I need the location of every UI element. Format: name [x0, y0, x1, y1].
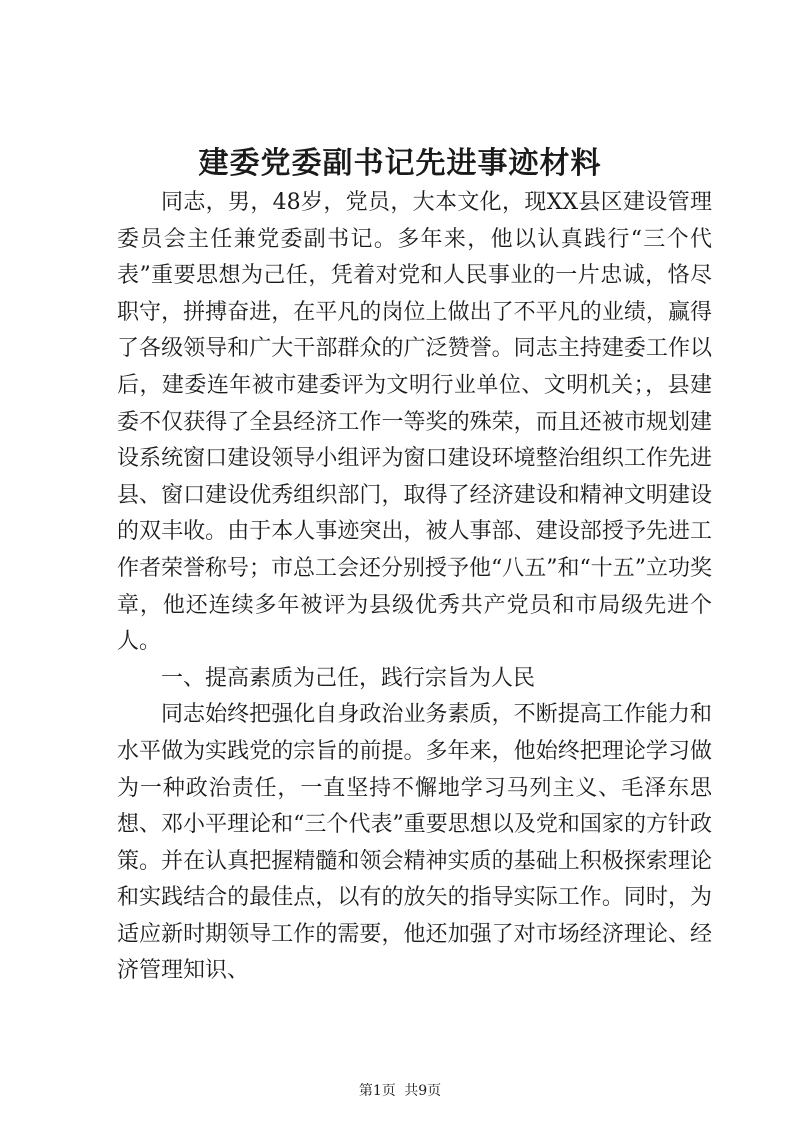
section-heading: 一、提高素质为己任，践行宗旨为人民 — [161, 665, 536, 691]
page-number: 第1页 — [358, 1083, 396, 1099]
page-footer — [0, 1080, 800, 1100]
section-paragraph: 同志始终把强化自身政治业务素质，不断提高工作能力和水平做为实践党的宗旨的前提。多年来，他始终把理论学习做为一种政治责任，一直坚持不懈地学习马列主义、毛泽东思想、邓小平理论和“三个代表”重要思想以及党和国家的方针政策。并在认真把握精髓和领会精神实质的基础上积极探索理论和实践结合的最佳点，以有的放矢的指导实际工作。同时，为适应新时期领导工作的需要，他还加强了对市场经济理论、经济管理知识、 — [117, 702, 712, 984]
document-body — [117, 185, 712, 990]
page-title: 建委党委副书记先进事迹材料 — [198, 146, 602, 181]
intro-paragraph: 同志，男，48岁，党员，大本文化，现XX县区建设管理委员会主任兼党委副书记。多年来，他以认真践行“三个代表”重要思想为己任，凭着对党和人民事业的一片忠诚，恪尽职守，拼搏奋进，在平凡的岗位上做出了不平凡的业绩，赢得了各级领导和广大干部群众的广泛赞誉。同志主持建委工作以后，建委连年被市建委评为文明行业单位、文明机关；，县建委不仅获得了全县经济工作一等奖的殊荣，而且还被市规划建设系统窗口建设领导小组评为窗口建设环境整治组织工作先进县、窗口建设优秀组织部门，取得了经济建设和精神文明建设的双丰收。由于本人事迹突出，被人事部、建设部授予先进工作者荣誉称号；市总工会还分别授予他“八五”和“十五”立功奖章，他还连续多年被评为县级优秀共产党员和市局级先进个人。 — [117, 190, 712, 655]
page-total: 共9页 — [404, 1083, 442, 1099]
